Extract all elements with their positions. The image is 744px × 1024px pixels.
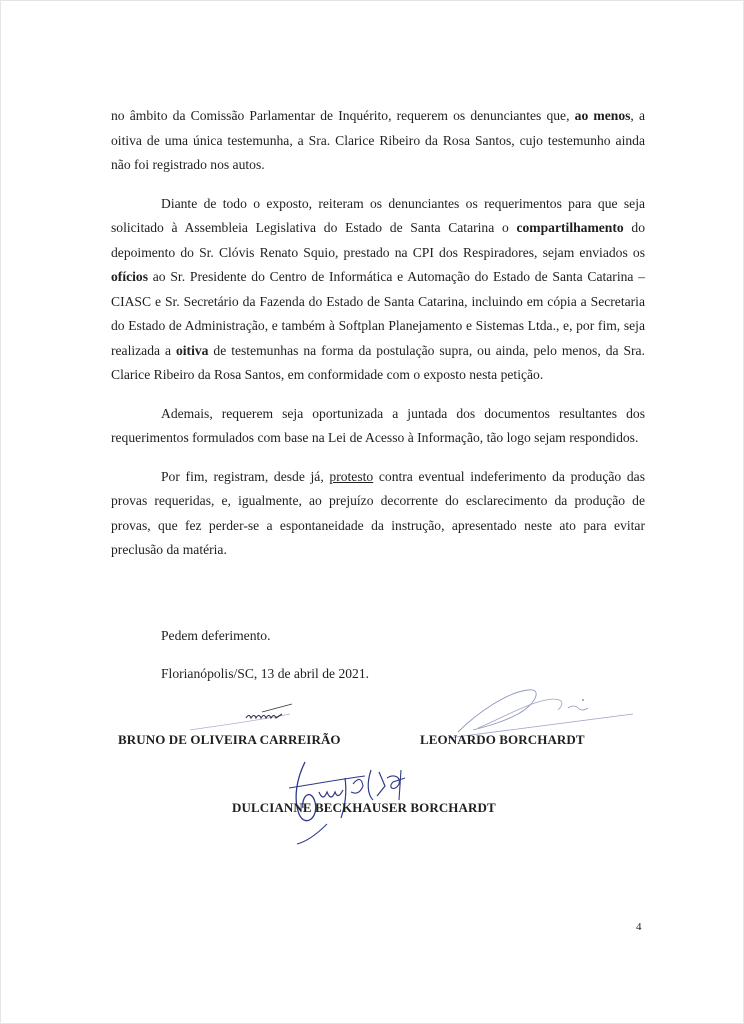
text-run: Por fim, registram, desde já, xyxy=(161,468,330,484)
text-run: de testemunhas na forma da postulação supra, ou ainda, pelo menos, da Sra. Clarice Ribeiro da Rosa Santos, em conformidade com o exposto nesta petição. xyxy=(111,342,645,382)
document-body xyxy=(111,104,645,577)
closing-line: Pedem deferimento. xyxy=(161,628,271,643)
paragraph-3: Ademais, requerem seja oportunizada a juntada dos documentos resultantes dos requerimentos formulados com base na Lei de Acesso à Informação, tão logo sejam respondidos. xyxy=(111,405,645,445)
text-run: contra eventual indeferimento da produção das provas requeridas, e, igualmente, ao prejuízo decorrente do esclarecimento da produção de provas, que fez perder-se a espontaneidade da instrução, apresentado neste ato para evitar preclusão da matéria. xyxy=(111,468,645,557)
text-run: no âmbito da Comissão Parlamentar de Inquérito, requerem os denunciantes que, xyxy=(111,108,575,123)
text-run: Diante de todo o exposto, reiteram os denunciantes os requerimentos para que seja solicitado à Assembleia Legislativa do Estado de Santa Catarina o xyxy=(111,195,645,235)
signatory-name: LEONARDO BORCHARDT xyxy=(420,732,585,747)
signature-dulcianne-icon xyxy=(275,748,425,846)
signatory-name: BRUNO DE OLIVEIRA CARREIRÃO xyxy=(118,732,341,747)
text-run: , a oitiva de uma única testemunha, a Sra. Clarice Ribeiro da Rosa Santos, cujo testemunho ainda não foi registrado nos autos. xyxy=(111,108,646,172)
signatory-name: DULCIANNE BECKHAUSER BORCHARDT xyxy=(232,800,496,815)
text-run: do depoimento do Sr. Clóvis Renato Squio, prestado na CPI dos Respiradores, sejam enviados os xyxy=(111,220,646,260)
bold-run: oitiva xyxy=(175,342,209,358)
underlined-run: protesto xyxy=(329,468,374,484)
paragraph-1 xyxy=(111,104,645,178)
place-date: Florianópolis/SC, 13 de abril de 2021. xyxy=(161,666,370,681)
paragraph-2 xyxy=(111,192,645,388)
bold-run: ao menos xyxy=(574,108,631,123)
paragraph-4 xyxy=(111,465,645,563)
page-number: 4 xyxy=(636,921,642,933)
bold-run: ofícios xyxy=(111,269,148,284)
text-run: ao Sr. Presidente do Centro de Informática e Automação do Estado de Santa Catarina – CIASC e Sr. Secretário da Fazenda do Estado de Santa Catarina, incluindo em cópia a Secretaria do Estado de Administração, e também à Softplan Planejamento e Sistemas Ltda., e, por fim, seja realizada a xyxy=(111,269,645,358)
bold-run: compartilhamento xyxy=(516,220,624,235)
